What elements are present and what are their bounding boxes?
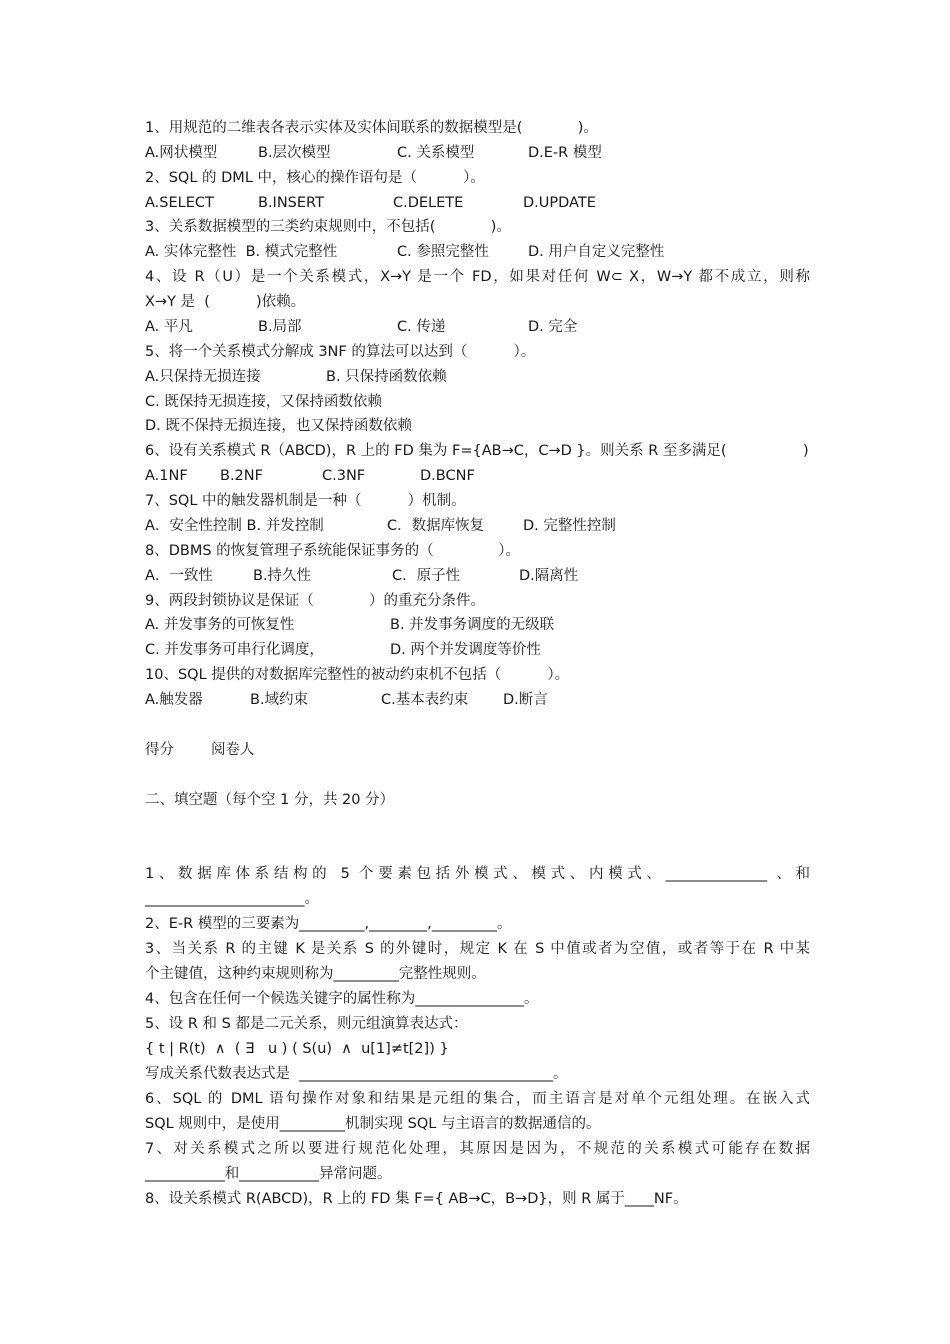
option-a: A.触发器 [145, 692, 203, 708]
question-3-stem: 3、关系数据模型的三类约束规则中，不包括( )。 [145, 219, 511, 235]
fill-3-line1: 3、当关系 R 的主键 K 是关系 S 的外键时，规定 K 在 S 中值或者为空值，或者等于在 R 中某 [145, 941, 810, 957]
question-5-option-d: D. 既不保持无损连接，也又保持函数依赖 [145, 418, 412, 434]
option-b: B.层次模型 [258, 145, 331, 161]
option-c: C. 关系模型 [397, 145, 475, 161]
section-2-title: 二、填空题（每个空 1 分，共 20 分） [145, 792, 395, 808]
option-ab: A. 实体完整性 B. 模式完整性 [145, 244, 338, 260]
question-5-stem: 5、将一个关系模式分解成 3NF 的算法可以达到（ ）。 [145, 344, 536, 360]
option-d: D.BCNF [420, 468, 475, 484]
fill-7-line2: ___________和___________异常问题。 [145, 1166, 392, 1182]
fill-6-line2: SQL 规则中，是使用_________机制实现 SQL 与主语言的数据通信的。 [145, 1116, 601, 1132]
option-c: C.DELETE [393, 195, 464, 211]
option-c: C. 传递 [397, 319, 446, 335]
option-ab: A．安全性控制 B. 并发控制 [145, 518, 324, 534]
fill-4: 4、包含在任何一个候选关键字的属性称为_______________。 [145, 991, 539, 1007]
question-6-stem [145, 441, 810, 463]
question-10-stem: 10、SQL 提供的对数据库完整性的被动约束机不包括（ ）。 [145, 667, 570, 683]
fill-5-line3: 写成关系代数表达式是 ___________________________________。 [145, 1066, 568, 1082]
option-a: A.只保持无损连接 [145, 369, 261, 385]
fill-5-formula: { t | R(t) ∧ ( ∃ u ) ( S(u) ∧ u[1]≠t[2]) } [145, 1041, 449, 1057]
question-7-stem: 7、SQL 中的触发器机制是一种（ ）机制。 [145, 493, 466, 509]
option-a: A. 平凡 [145, 319, 193, 335]
question-1-stem: 1、用规范的二维表各表示实体及实体间联系的数据模型是( )。 [145, 120, 598, 136]
question-8-stem: 8、DBMS 的恢复管理子系统能保证事务的（ ）。 [145, 543, 520, 559]
question-2-stem: 2、SQL 的 DML 中，核心的操作语句是（ ）。 [145, 170, 485, 186]
option-a: A．一致性 [145, 568, 213, 584]
option-c: C.3NF [322, 468, 366, 484]
option-c: C. 参照完整性 [397, 244, 489, 260]
option-b: B. 只保持函数依赖 [326, 369, 447, 385]
option-a: A. 并发事务的可恢复性 [145, 617, 295, 633]
option-d: D.隔离性 [519, 568, 579, 584]
fill-2: 2、E-R 模型的三要素为_________,________,_________。 [145, 916, 512, 932]
option-c: C.基本表约束 [381, 692, 469, 708]
question-5-option-c: C. 既保持无损连接，又保持函数依赖 [145, 394, 382, 410]
question-5-options-ab [145, 367, 810, 389]
question-8-options [145, 566, 810, 588]
question-2-options [145, 193, 810, 215]
fill-1-line1: 1、数据库体系结构的 5 个要素包括外模式、模式、内模式、______________ 、和 [145, 866, 810, 882]
option-b: B.INSERT [258, 195, 324, 211]
option-a: A.1NF [145, 468, 188, 484]
fill-1-line2: ______________________。 [145, 891, 319, 907]
question-7-options [145, 516, 810, 538]
question-4-stem-line1: 4、设 R（U）是一个关系模式，X→Y 是一个 FD，如果对任何 W⊂ X，W→Y 都不成立，则称 [145, 269, 810, 285]
option-b: B. 并发事务调度的无级联 [390, 617, 555, 633]
option-b: B.2NF [220, 468, 263, 484]
option-a: A.网状模型 [145, 145, 218, 161]
option-d: D. 完整性控制 [523, 518, 616, 534]
fill-8: 8、设关系模式 R(ABCD)，R 上的 FD 集 F={ AB→C，B→D}，则 R 属于____NF。 [145, 1191, 688, 1207]
question-6-stem-end: ) [803, 443, 809, 459]
fill-5-line1: 5、设 R 和 S 都是二元关系，则元组演算表达式： [145, 1016, 468, 1032]
question-10-options [145, 690, 810, 712]
option-d: D. 两个并发调度等价性 [390, 642, 541, 658]
option-c: C．原子性 [392, 568, 461, 584]
question-1-options [145, 143, 810, 165]
question-6-stem-text: 6、设有关系模式 R（ABCD)，R 上的 FD 集为 F={AB→C，C→D }。则关系 R 至多满足( [145, 443, 727, 459]
option-b: B.持久性 [253, 568, 312, 584]
question-6-options [145, 466, 810, 488]
grader-label: 阅卷人 [211, 742, 255, 758]
option-b: B.域约束 [250, 692, 309, 708]
option-d: D. 完全 [528, 319, 578, 335]
option-d: D.断言 [503, 692, 548, 708]
question-9-options-cd [145, 640, 810, 662]
score-label: 得分 [145, 742, 174, 758]
option-d: D. 用户自定义完整性 [528, 244, 665, 260]
fill-6-line1: 6、SQL 的 DML 语句操作对象和结果是元组的集合，而主语言是对单个元组处理。在嵌入式 [145, 1091, 810, 1107]
option-c: C．数据库恢复 [387, 518, 485, 534]
fill-3-line2: 个主键值，这种约束规则称为_________完整性规则。 [145, 966, 486, 982]
option-d: D.UPDATE [523, 195, 596, 211]
question-9-stem: 9、两段封锁协议是保证（ ）的重充分条件。 [145, 593, 486, 609]
option-d: D.E-R 模型 [528, 145, 602, 161]
option-a: A.SELECT [145, 195, 214, 211]
question-4-options [145, 317, 810, 339]
fill-7-line1: 7、对关系模式之所以要进行规范化处理，其原因是因为，不规范的关系模式可能存在数据 [145, 1141, 810, 1157]
question-3-options [145, 242, 810, 264]
option-c: C. 并发事务可串行化调度， [145, 642, 324, 658]
score-row [145, 740, 810, 762]
question-9-options-ab [145, 615, 810, 637]
question-4-stem-line2: X→Y 是 ( )依赖。 [145, 294, 306, 310]
option-b: B.局部 [258, 319, 302, 335]
